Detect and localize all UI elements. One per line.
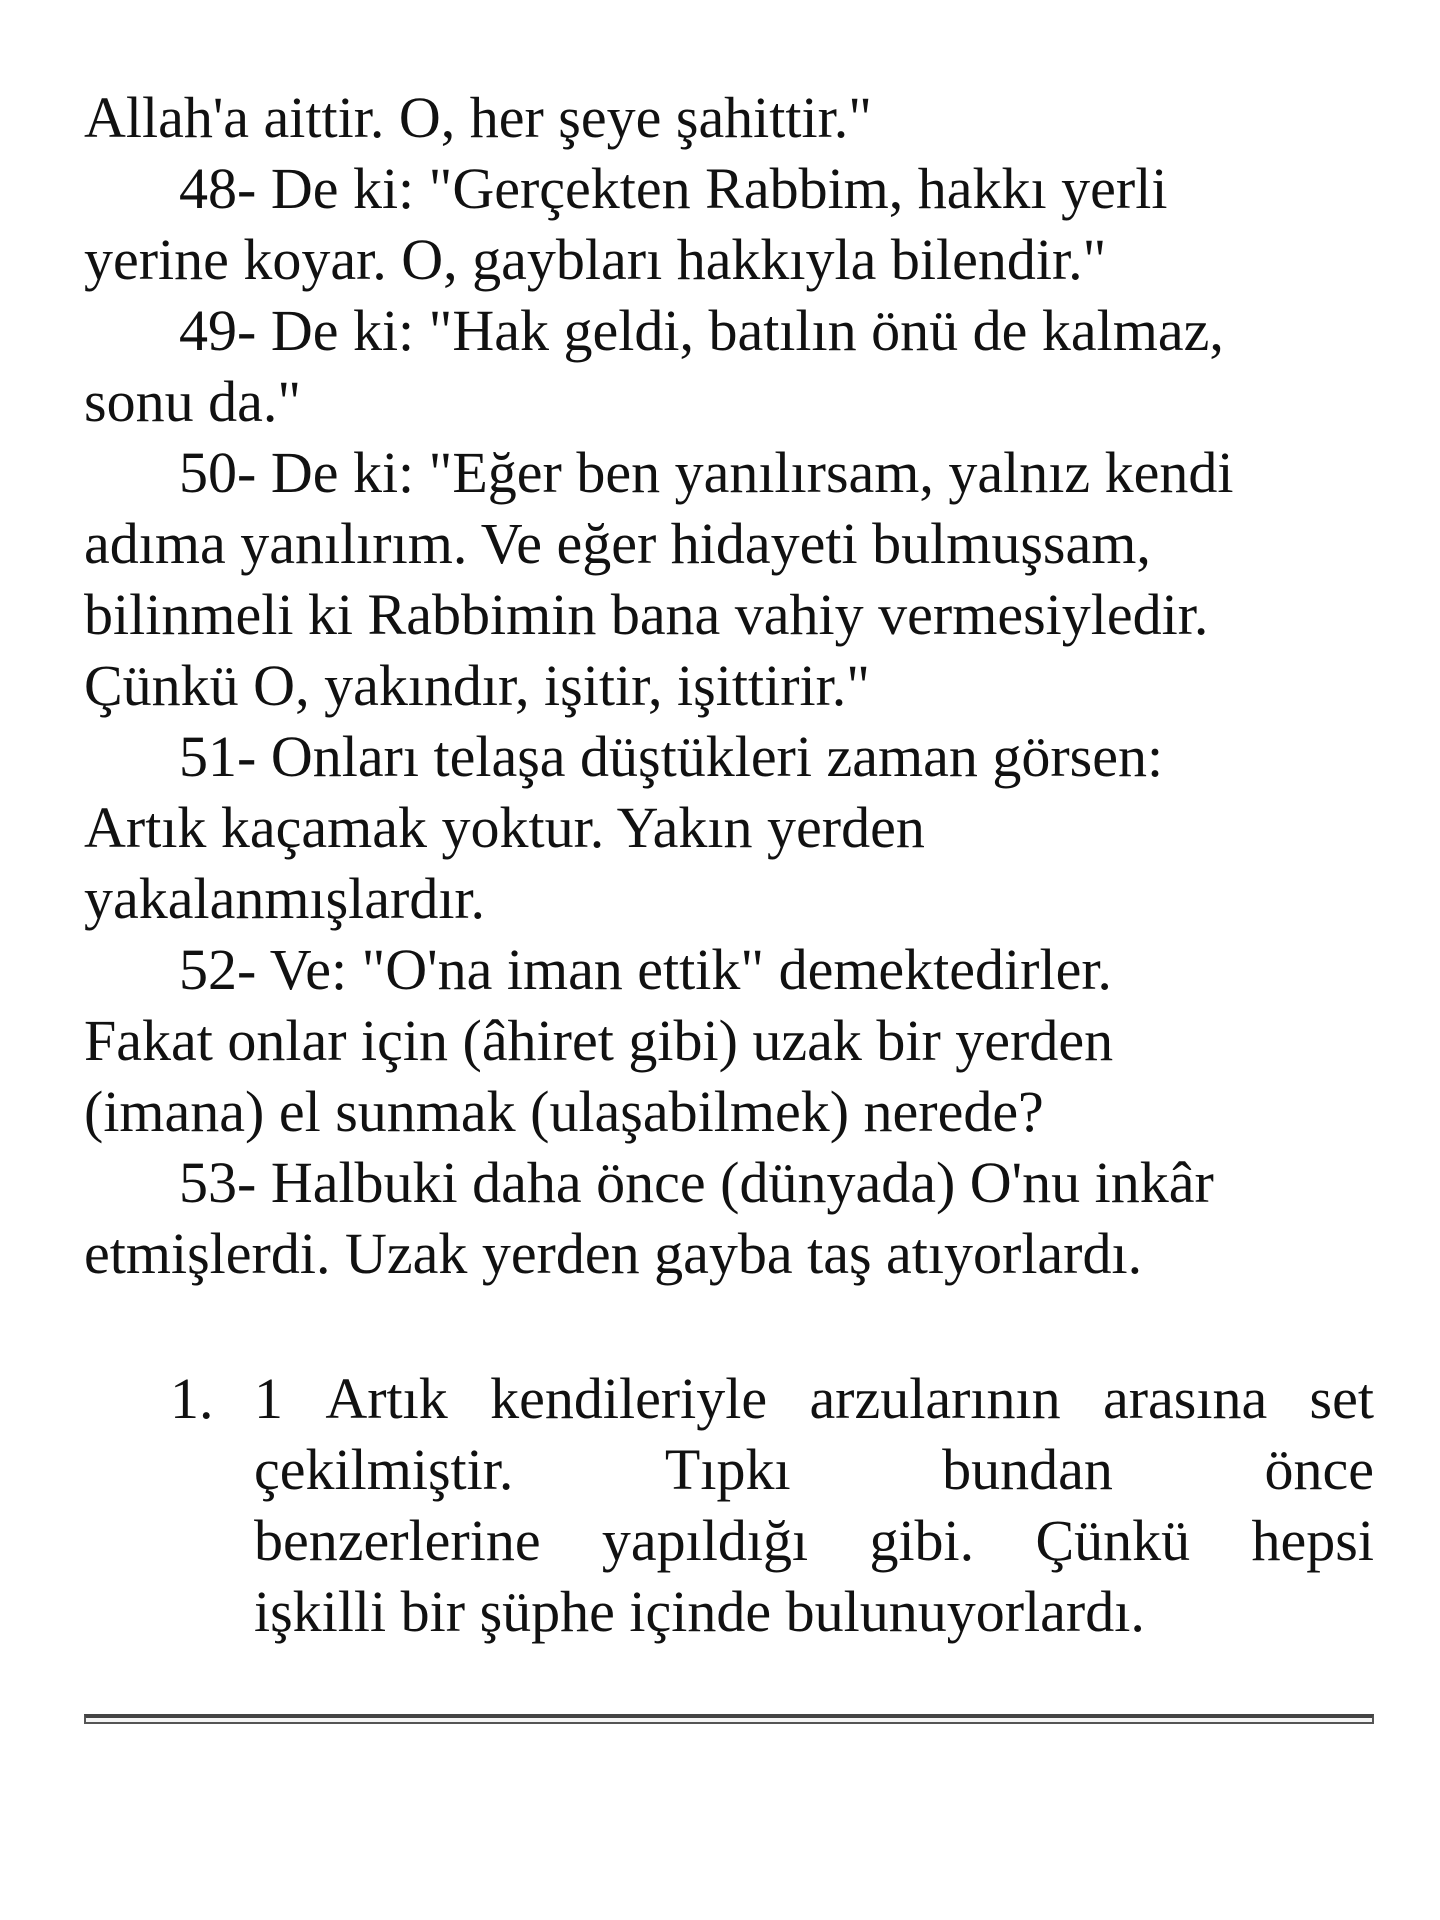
text-line: Allah'a aittir. O, her şeye şahittir."	[84, 85, 872, 150]
footnote-word: bundan	[942, 1437, 1113, 1502]
text-line: (imana) el sunmak (ulaşabilmek) nerede?	[84, 1079, 1044, 1144]
footnote-word: Tıpkı	[664, 1437, 791, 1502]
verse-52-line: 52- Ve: "O'na iman ettik" demektedirler.	[179, 937, 1112, 1002]
footnote-word: set	[1309, 1366, 1374, 1431]
text-line: Artık kaçamak yoktur. Yakın yerden	[84, 795, 925, 860]
footnote-text	[254, 1363, 1374, 1647]
footnote-line: işkilli bir şüphe içinde bulunuyorlardı.	[254, 1579, 1145, 1644]
footnote-word: Artık	[325, 1366, 448, 1431]
footnote-list	[84, 1363, 1374, 1647]
footnote-item	[84, 1363, 1374, 1647]
document-body	[84, 82, 1374, 1289]
text-line: yakalanmışlardır.	[84, 866, 486, 931]
verse-51-line: 51- Onları telaşa düştükleri zaman görsen:	[179, 724, 1164, 789]
text-line: Fakat onlar için (âhiret gibi) uzak bir yerden	[84, 1008, 1114, 1073]
text-line: sonu da."	[84, 369, 301, 434]
footnote-word: kendileriyle	[490, 1366, 768, 1431]
footnote-word: benzerlerine	[254, 1508, 541, 1573]
text-line: yerine koyar. O, gaybları hakkıyla bilendir."	[84, 227, 1107, 292]
text-line: adıma yanılırım. Ve eğer hidayeti bulmuşsam,	[84, 511, 1151, 576]
footnote-word: çekilmiştir.	[254, 1437, 514, 1502]
text-line: Çünkü O, yakındır, işitir, işittirir."	[84, 653, 870, 718]
verse-48-line: 48- De ki: "Gerçekten Rabbim, hakkı yerli	[179, 156, 1168, 221]
verse-50-line: 50- De ki: "Eğer ben yanılırsam, yalnız kendi	[179, 440, 1234, 505]
footnote-word: arasına	[1102, 1366, 1268, 1431]
footnote-line	[254, 1434, 1374, 1505]
text-line: bilinmeli ki Rabbimin bana vahiy vermesiyledir.	[84, 582, 1209, 647]
footnote-number: 1.	[170, 1366, 214, 1431]
verse-49-line: 49- De ki: "Hak geldi, batılın önü de kalmaz,	[179, 298, 1224, 363]
footnote-line	[254, 1505, 1374, 1576]
footnote-word: önce	[1264, 1437, 1374, 1502]
page-separator	[84, 1714, 1374, 1724]
footnote-word: hepsi	[1251, 1508, 1374, 1573]
footnote-word: gibi.	[869, 1508, 975, 1573]
footnote-word: yapıldığı	[601, 1508, 809, 1573]
footnote-word: Çünkü	[1035, 1508, 1191, 1573]
footnote-word: 1	[254, 1366, 283, 1431]
text-line: etmişlerdi. Uzak yerden gayba taş atıyorlardı.	[84, 1221, 1143, 1286]
footnote-word: arzularının	[809, 1366, 1061, 1431]
footnote-line	[254, 1363, 1374, 1434]
verse-53-line: 53- Halbuki daha önce (dünyada) O'nu inkâr	[179, 1150, 1214, 1215]
